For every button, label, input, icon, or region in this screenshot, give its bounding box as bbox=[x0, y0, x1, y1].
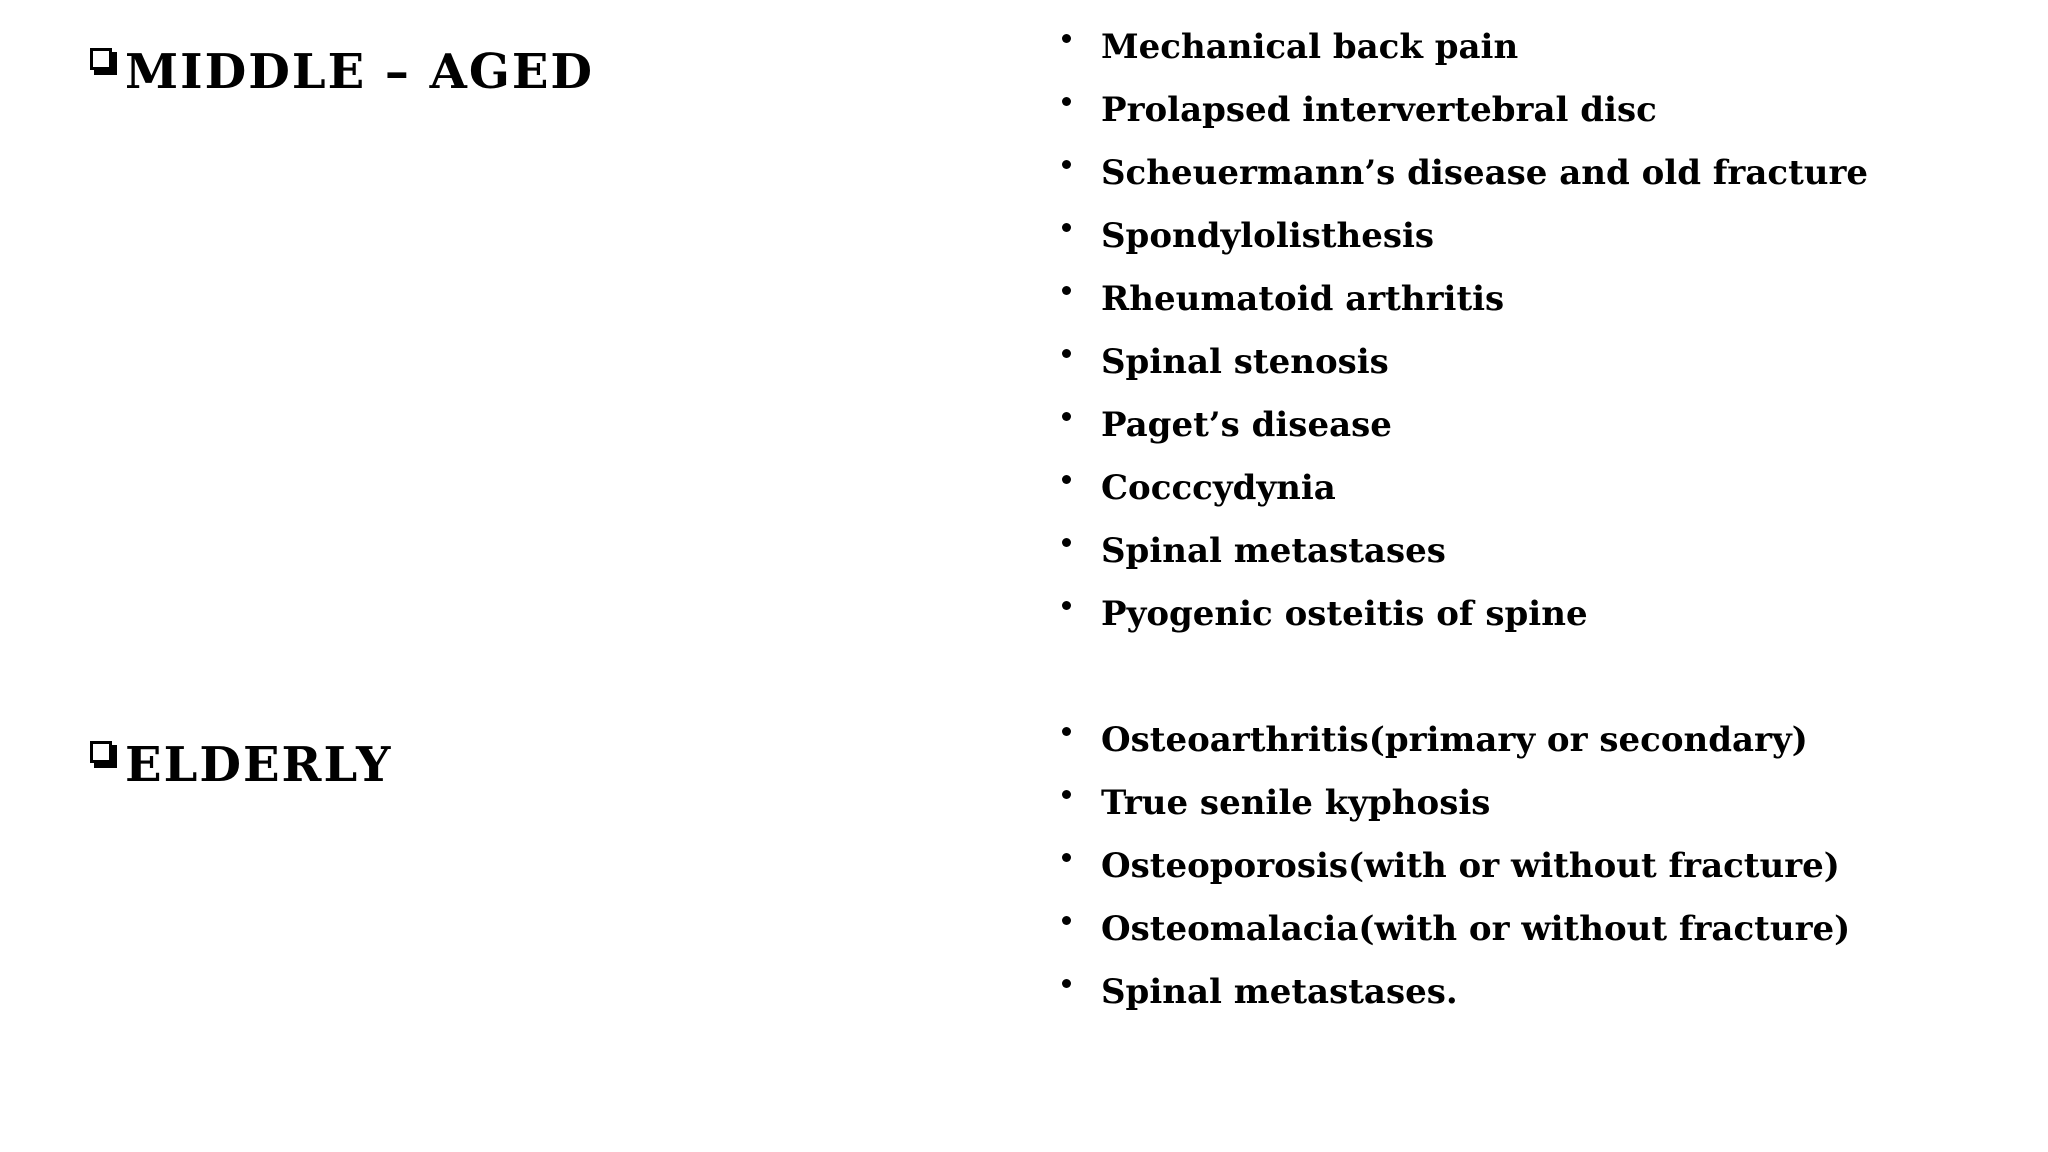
elderly-heading bbox=[90, 737, 392, 793]
bullet-icon bbox=[1062, 286, 1071, 295]
list-item bbox=[1056, 141, 1868, 204]
list-item bbox=[1056, 834, 1850, 897]
elderly-heading-text: ELDERLY bbox=[125, 737, 393, 793]
list-item bbox=[1056, 15, 1868, 78]
checkbox-icon bbox=[90, 48, 118, 76]
bullet-icon bbox=[1062, 853, 1071, 862]
list-item-text: Scheuermann’s disease and old fracture bbox=[1101, 152, 1869, 193]
list-item bbox=[1056, 519, 1868, 582]
bullet-icon bbox=[1062, 349, 1071, 358]
bullet-icon bbox=[1062, 601, 1071, 610]
bullet-icon bbox=[1062, 538, 1071, 547]
middle-aged-heading-text: MIDDLE – AGED bbox=[125, 44, 595, 100]
bullet-icon bbox=[1062, 475, 1071, 484]
bullet-icon bbox=[1062, 97, 1071, 106]
list-item bbox=[1056, 267, 1868, 330]
bullet-icon bbox=[1062, 916, 1071, 925]
list-item-text: Spinal metastases. bbox=[1101, 971, 1458, 1012]
middle-aged-list bbox=[1056, 15, 1868, 645]
bullet-icon bbox=[1062, 790, 1071, 799]
list-item bbox=[1056, 897, 1850, 960]
list-item bbox=[1056, 330, 1868, 393]
list-item bbox=[1056, 456, 1868, 519]
bullet-icon bbox=[1062, 223, 1071, 232]
bullet-icon bbox=[1062, 412, 1071, 421]
list-item bbox=[1056, 582, 1868, 645]
elderly-list bbox=[1056, 708, 1850, 1023]
list-item bbox=[1056, 960, 1850, 1023]
list-item-text: Rheumatoid arthritis bbox=[1101, 278, 1505, 319]
list-item-text: Pyogenic osteitis of spine bbox=[1101, 593, 1588, 634]
list-item-text: Osteomalacia(with or without fracture) bbox=[1101, 908, 1851, 949]
list-item bbox=[1056, 78, 1868, 141]
list-item-text: Spinal metastases bbox=[1101, 530, 1446, 571]
list-item-text: Paget’s disease bbox=[1101, 404, 1392, 445]
bullet-icon bbox=[1062, 160, 1071, 169]
middle-aged-heading bbox=[90, 44, 594, 100]
list-item-text: True senile kyphosis bbox=[1101, 782, 1491, 823]
bullet-icon bbox=[1062, 34, 1071, 43]
list-item bbox=[1056, 708, 1850, 771]
checkbox-icon bbox=[90, 741, 118, 769]
list-item bbox=[1056, 393, 1868, 456]
bullet-icon bbox=[1062, 979, 1071, 988]
list-item-text: Osteoarthritis(primary or secondary) bbox=[1101, 719, 1808, 760]
list-item-text: Spondylolisthesis bbox=[1101, 215, 1435, 256]
bullet-icon bbox=[1062, 727, 1071, 736]
list-item bbox=[1056, 204, 1868, 267]
list-item-text: Cocccydynia bbox=[1101, 467, 1336, 508]
list-item-text: Mechanical back pain bbox=[1101, 26, 1519, 67]
list-item bbox=[1056, 771, 1850, 834]
list-item-text: Prolapsed intervertebral disc bbox=[1101, 89, 1657, 130]
list-item-text: Spinal stenosis bbox=[1101, 341, 1389, 382]
list-item-text: Osteoporosis(with or without fracture) bbox=[1101, 845, 1840, 886]
